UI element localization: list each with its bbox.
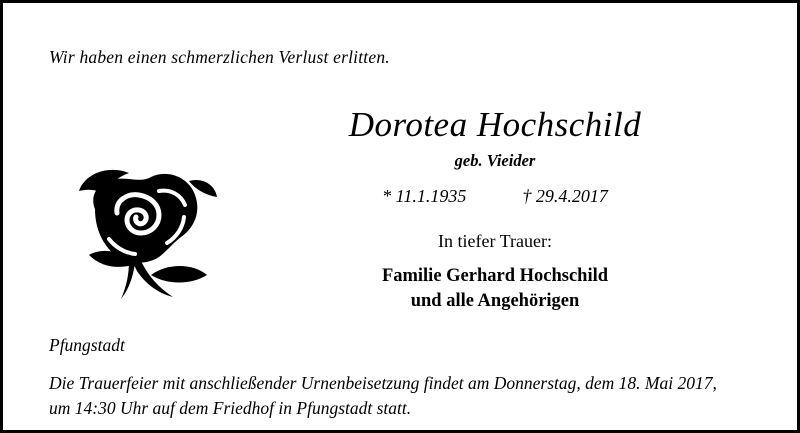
mourning-family	[235, 264, 755, 314]
birth-date: * 11.1.1935	[382, 185, 467, 206]
ceremony-line-2: um 14:30 Uhr auf dem Friedhof in Pfungstadt statt.	[49, 398, 412, 419]
death-date: † 29.4.2017	[522, 185, 608, 206]
family-line-secondary: und alle Angehörigen	[410, 290, 580, 311]
deceased-name: Dorotea Hochschild	[348, 105, 642, 144]
place-name: Pfungstadt	[49, 335, 125, 355]
intro-text: Wir haben einen schmerzlichen Verlust erlitten.	[49, 47, 390, 67]
rose-icon	[55, 151, 245, 311]
ceremony-line-1: Die Trauerfeier mit anschließender Urnenbeisetzung findet am Donnerstag, dem 18. Mai 2017,	[49, 373, 717, 393]
deceased-block	[235, 107, 755, 207]
family-line-primary: Familie Gerhard Hochschild	[381, 266, 609, 286]
life-dates	[235, 186, 755, 207]
mourning-intro: In tiefer Trauer:	[438, 231, 552, 251]
mourning-block	[235, 231, 755, 314]
ceremony-details	[49, 371, 771, 422]
maiden-name: geb. Vieider	[454, 150, 536, 170]
